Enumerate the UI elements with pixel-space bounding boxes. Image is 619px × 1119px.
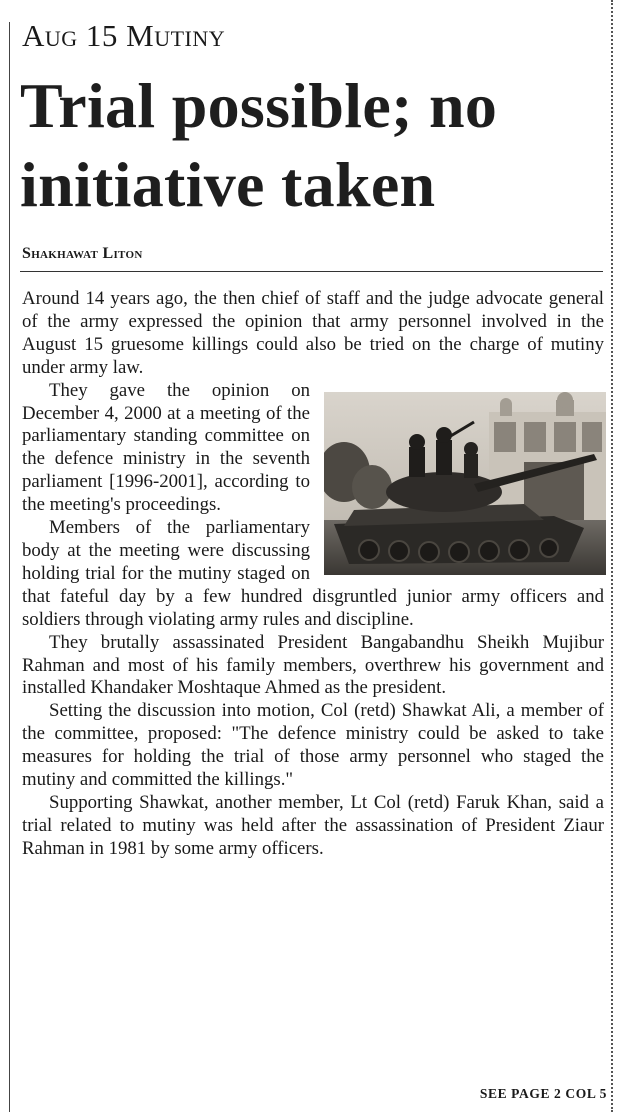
tank-photo-image xyxy=(324,392,606,575)
paragraph-5: Setting the discussion into motion, Col (retd) Shawkat Ali, a member of the committee, proposed: "The defence ministry could be asked to take measures for holding the trial of those army personnel who staged the mutiny and committed the killings." xyxy=(22,700,604,791)
paragraph-1: Around 14 years ago, the then chief of staff and the judge advocate general of the army expressed the opinion that army personnel involved in the August 15 gruesome killings could also be tried on the charge of mutiny under army law. xyxy=(22,288,604,378)
continuation-line: SEE PAGE 2 COL 5 xyxy=(479,1086,607,1101)
byline: Shakhawat Liton xyxy=(22,245,143,262)
right-dotted-cut-line xyxy=(611,0,613,1112)
article-body xyxy=(22,288,604,861)
paragraph-2: They gave the opinion on December 4, 2000 at a meeting of the parliamentary standing committee on the defence ministry in the seventh parliament [1996-2001], according to the meeting's proceedings. xyxy=(22,379,310,516)
paragraph-3: Members of the parliamentary body at the meeting were discussing holding trial for the mutiny staged on that fateful day by a few hundred disgruntled junior army officers and soldiers through violating army rules and discipline. xyxy=(22,517,604,630)
kicker: Aug 15 Mutiny xyxy=(22,18,226,53)
headline: Trial possible; no initiative taken xyxy=(20,70,498,220)
left-column-rule xyxy=(9,22,10,1112)
paragraph-4: They brutally assassinated President Bangabandhu Sheikh Mujibur Rahman and most of his family members, overthrew his government and installed Khandaker Moshtaque Ahmed as the president. xyxy=(22,631,604,699)
byline-rule xyxy=(20,271,603,272)
paragraph-6: Supporting Shawkat, another member, Lt Col (retd) Faruk Khan, said a trial related to mutiny was held after the assassination of President Ziaur Rahman in 1981 by some army officers. xyxy=(22,791,604,859)
tank-photo xyxy=(324,392,606,575)
